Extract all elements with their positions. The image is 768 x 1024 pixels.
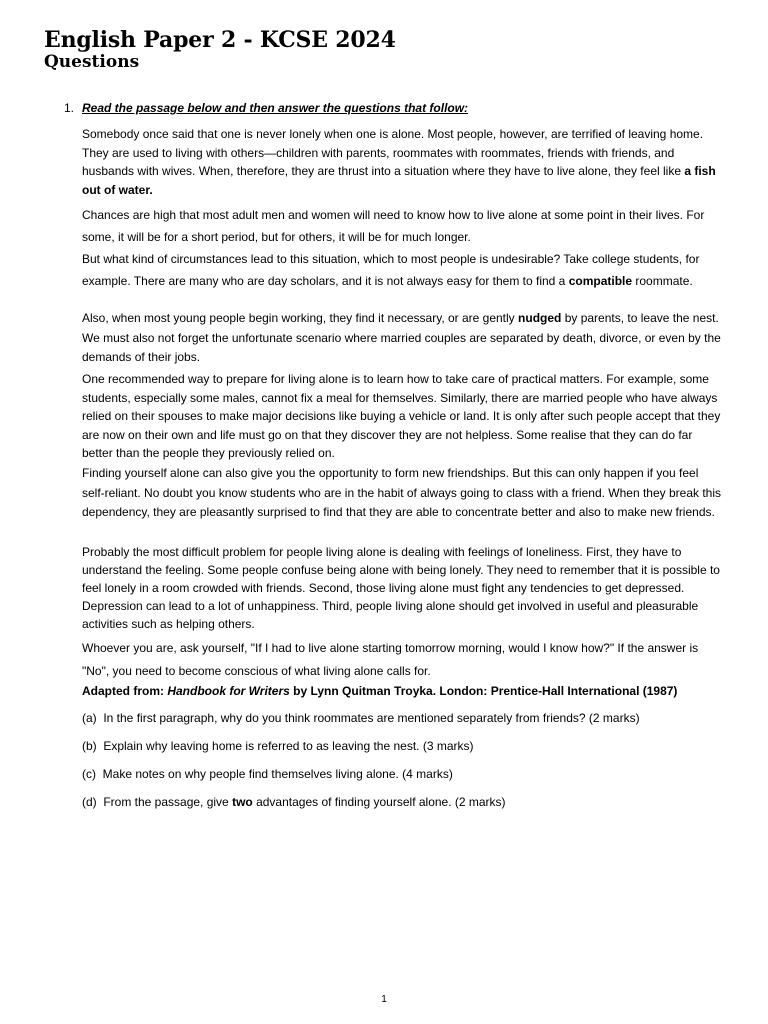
- source-citation: [82, 682, 724, 700]
- passage-paragraph-3-end: roommate.: [632, 274, 693, 288]
- passage-paragraph-4-text: Also, when most young people begin working, they find it necessary, or are gently: [82, 311, 519, 325]
- word-nudged: nudged: [518, 311, 562, 325]
- idiom-fish-out-of-water: a fish out of water.: [82, 164, 716, 197]
- passage-paragraph-5: One recommended way to prepare for living alone is to learn how to take care of practical matters. For example, some students, especially some males, cannot fix a meal for themselves. Similarly, there are married people who have always relied on their spouses to make major decisions like buying a vehicle or land. It is only after such people accept that they are now on their own and life must go on that they discover they are not helpless. Some realise that they can do far better than the people they previously relied on.: [82, 372, 721, 460]
- page-number: 1: [381, 994, 387, 1005]
- passage-paragraph-2: Chances are high that most adult men and women will need to know how to live alone at some point in their lives. For some, it will be for a short period, but for others, it will be for much longer.: [82, 208, 705, 244]
- word-two: two: [232, 795, 253, 809]
- sub-question-a: (a) In the first paragraph, why do you think roommates are mentioned separately from friends? (2 marks): [82, 711, 640, 725]
- citation-book-title: Handbook for Writers: [167, 684, 290, 698]
- passage-paragraph-3-text: But what kind of circumstances lead to this situation, which to most people is undesirable? Take college students, for example. There are many who are day scholars, and it is not always easy for them to find a: [82, 252, 700, 288]
- sub-question-d-text: (d) From the passage, give: [82, 795, 233, 809]
- sub-question-d: [82, 794, 506, 810]
- document-subtitle: Questions: [44, 52, 140, 72]
- sub-question-d-end: advantages of finding yourself alone. (2 marks): [252, 795, 506, 809]
- question-instruction: Read the passage below and then answer the questions that follow:: [82, 101, 469, 115]
- passage-paragraph-8: Whoever you are, ask yourself, "If I had to live alone starting tomorrow morning, would I know how?" If the answer is "No", you need to become conscious of what living alone calls for.: [82, 641, 699, 678]
- sub-question-b: (b) Explain why leaving home is referred to as leaving the nest. (3 marks): [82, 739, 474, 753]
- citation-prefix: Adapted from:: [82, 684, 168, 698]
- passage-paragraph-7: Probably the most difficult problem for people living alone is dealing with feelings of loneliness. First, they have to understand the feeling. Some people confuse being alone with being lonely. They need to remember that it is possible to feel lonely in a room crowded with friends. Second, those living alone must fight any tendencies to get depressed. Depression can lead to a lot of unhappiness. Third, people living alone should get involved in useful and pleasurable activities such as helping others.: [82, 545, 720, 631]
- document-title: English Paper 2 - KCSE 2024: [44, 27, 396, 53]
- passage-paragraph-1: [82, 125, 724, 199]
- passage-paragraph-4-end: by parents, to leave the nest. We must also not forget the unfortunate scenario where married couples are separated by death, divorce, or even by the demands of their jobs.: [82, 311, 721, 364]
- citation-suffix: by Lynn Quitman Troyka. London: Prentice-Hall International (1987): [289, 684, 678, 698]
- word-compatible: compatible: [568, 274, 633, 288]
- passage-paragraph-4: [82, 309, 724, 368]
- sub-question-c: (c) Make notes on why people find themselves living alone. (4 marks): [82, 767, 453, 781]
- passage-paragraph-6: Finding yourself alone can also give you the opportunity to form new friendships. But this can only happen if you feel self-reliant. No doubt you know students who are in the habit of always going to class with a friend. When they break this dependency, they are pleasantly surprised to find that they are able to concentrate better and also to make new friends.: [82, 466, 722, 520]
- passage-paragraph-1-text: Somebody once said that one is never lonely when one is alone. Most people, however, are terrified of leaving home. They are used to living with others—children with parents, roommates with roommates, friends with friends, and husbands with wives. When, therefore, they are thrust into a situation where they have to live alone, they feel like: [82, 127, 704, 178]
- passage-paragraph-3: [82, 248, 724, 292]
- question-number: 1.: [64, 101, 75, 115]
